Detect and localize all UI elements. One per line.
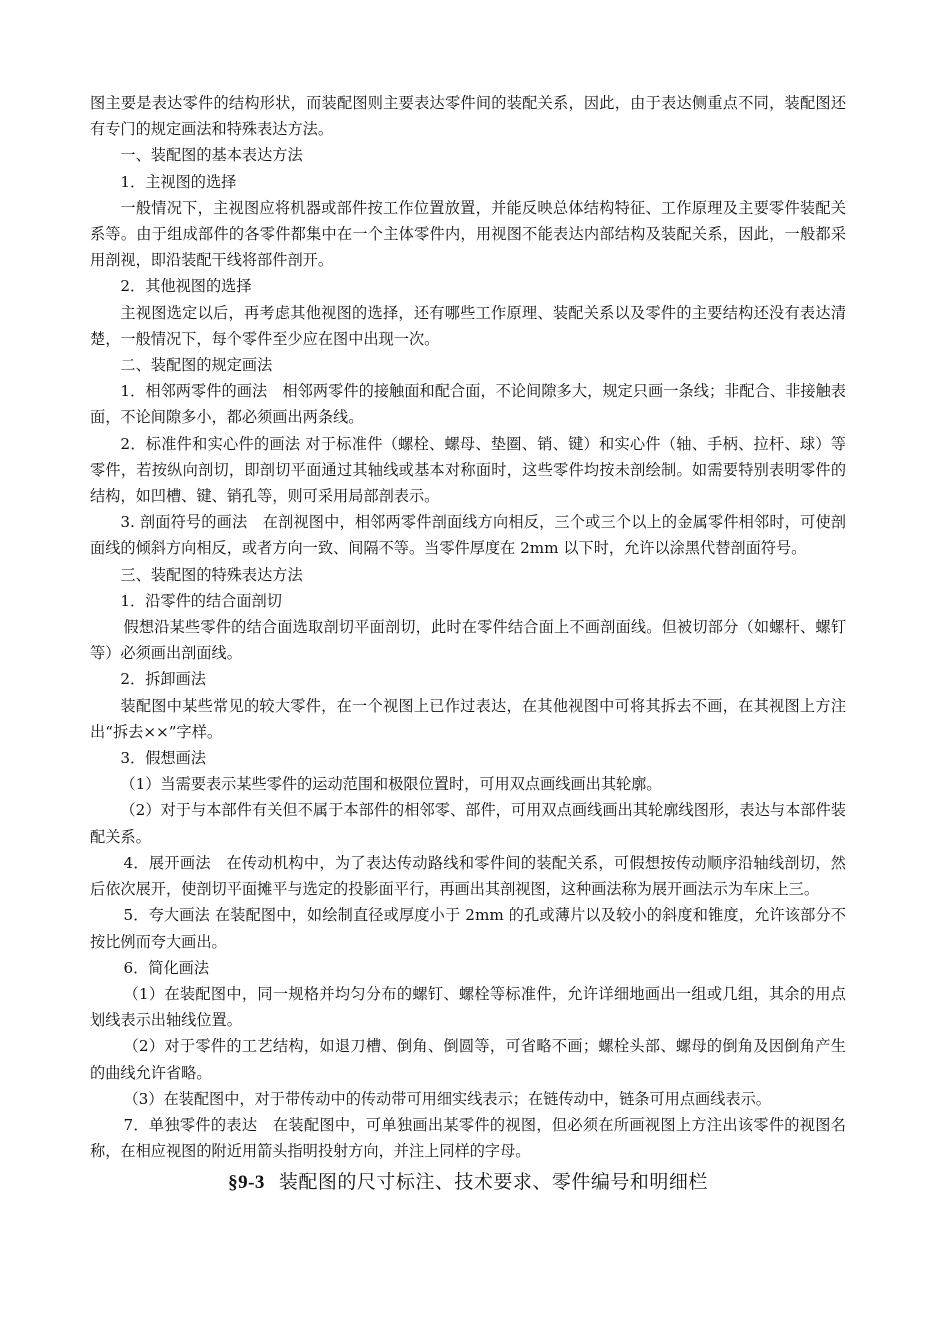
subheading-main-view: 1．主视图的选择 <box>120 172 237 191</box>
paragraph-joint-cut: 假想沿某些零件的结合面选取剖切平面剖切，此时在零件结合面上不画剖面线。但被切部分（如螺杆、螺钉等）必须画出剖面线。 <box>90 618 846 663</box>
subheading-joint-cut: 1．沿零件的结合面剖切 <box>120 591 282 610</box>
heading-special-methods: 三、装配图的特殊表达方法 <box>120 565 303 584</box>
paragraph-section-symbols: 3. 剖面符号的画法 在剖视图中，相邻两零件剖面线方向相反，三个或三个以上的金属零件相邻时，可使剖面线的倾斜方向相反，或者方向一致、间隔不等。当零件厚度在 2mm 以下时，允许以涂黑代替剖面符号。 <box>90 513 846 558</box>
paragraph-single-part: 7．单独零件的表达 在装配图中，可单独画出某零件的视图，但必须在所画视图上方注出该零件的视图名称，在相应视图的附近用箭头指明投射方向，并注上同样的字母。 <box>90 1115 846 1161</box>
paragraph-unfold: 4．展开画法 在传动机构中，为了表达传动路线和零件间的装配关系，可假想按传动顺序沿轴线剖切，然后依次展开，使剖切平面摊平与选定的投影面平行，再画出其剖视图，这种画法称为展开画法示为车床上三。 <box>90 853 846 899</box>
paragraph-simplified-2: （2）对于零件的工艺结构，如退刀槽、倒角、倒圆等，可省略不画；螺栓头部、螺母的倒角及因倒角产生的曲线允许省略。 <box>90 1037 846 1082</box>
subheading-simplified: 6．简化画法 <box>123 958 210 977</box>
heading-rule-methods: 二、装配图的规定画法 <box>120 356 273 375</box>
paragraph-main-view: 一般情况下，主视图应将机器或部件按工作位置放置，并能反映总体结构特征、工作原理及主要零件装配关系等。由于组成部件的各零件都集中在一个主体零件内，用视图不能表达内部结构及装配关系，因此，一般都采用剖视，即沿装配干线将部件剖开。 <box>90 198 846 270</box>
section-number: §9-3 <box>228 1172 265 1194</box>
subheading-disassembly: 2．拆卸画法 <box>120 670 206 689</box>
paragraph-other-views: 主视图选定以后，再考虑其他视图的选择，还有哪些工作原理、装配关系以及零件的主要结构还没有表达清楚，一般情况下，每个零件至少应在图中出现一次。 <box>90 303 846 348</box>
paragraph-imaginary-1: （1）当需要表示某些零件的运动范围和极限位置时，可用双点画线画出其轮廓。 <box>120 775 662 794</box>
paragraph-disassembly: 装配图中某些常见的较大零件，在一个视图上已作过表达，在其他视图中可将其拆去不画，在其视图上方注出“拆去××”字样。 <box>90 696 846 741</box>
paragraph-simplified-1: （1）在装配图中，同一规格并均匀分布的螺钉、螺栓等标准件，允许详细地画出一组或几组，其余的用点划线表示出轴线位置。 <box>90 984 846 1030</box>
paragraph-simplified-3: （3）在装配图中，对于带传动中的传动带可用细实线表示；在链传动中，链条可用点画线表示。 <box>123 1089 771 1108</box>
heading-basic-methods: 一、装配图的基本表达方法 <box>120 146 303 165</box>
section-heading <box>90 1168 846 1197</box>
document-page <box>90 90 846 1197</box>
section-title: 装配图的尺寸标注、技术要求、零件编号和明细栏 <box>278 1171 708 1194</box>
paragraph-exaggerate: 5．夸大画法 在装配图中，如绘制直径或厚度小于 2mm 的孔或薄片以及较小的斜度和锥度，允许该部分不按比例而夸大画出。 <box>90 906 846 951</box>
paragraph-adjacent-parts: 1．相邻两零件的画法 相邻两零件的接触面和配合面，不论间隙多大，规定只画一条线；非配合、非接触表面，不论间隙多小，都必须画出两条线。 <box>90 382 846 427</box>
paragraph-intro: 图主要是表达零件的结构形状，而装配图则主要表达零件间的装配关系，因此，由于表达侧重点不同，装配图还有专门的规定画法和特殊表达方法。 <box>90 94 846 139</box>
subheading-other-views: 2．其他视图的选择 <box>120 277 252 296</box>
paragraph-imaginary-2: （2）对于与本部件有关但不属于本部件的相邻零、部件，可用双点画线画出其轮廓线图形，表达与本部件装配关系。 <box>90 801 846 846</box>
subheading-imaginary: 3．假想画法 <box>120 749 206 768</box>
paragraph-standard-parts: 2．标准件和实心件的画法 对于标准件（螺栓、螺母、垫圈、销、键）和实心件（轴、手柄、拉杆、球）等零件，若按纵向剖切，即剖切平面通过其轴线或基本对称面时，这些零件均按未剖绘制。如需要特别表明零件的结构，如凹槽、键、销孔等，则可采用局部剖表示。 <box>90 434 846 506</box>
